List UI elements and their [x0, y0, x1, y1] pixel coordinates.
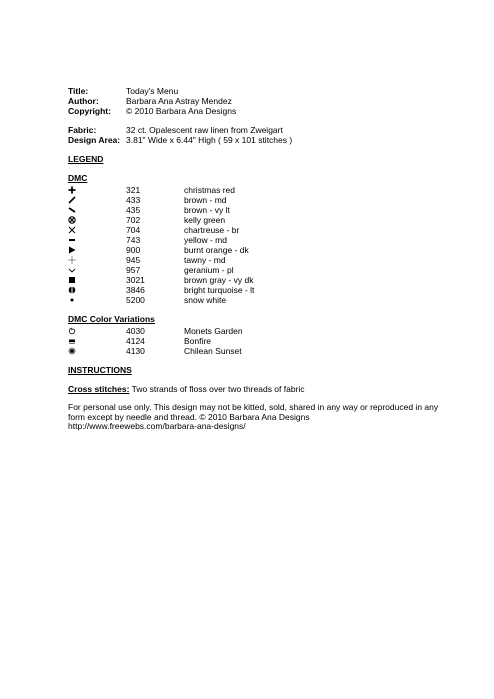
floss-code: 4130: [126, 346, 145, 356]
dot-icon: [68, 295, 126, 305]
v-icon: [68, 265, 126, 275]
legend-row: [68, 285, 448, 295]
cross-stitch-label: Cross stitches:: [68, 384, 130, 394]
legend-row: [68, 255, 448, 265]
dmc-legend-table: [68, 185, 448, 305]
floss-code: 5200: [126, 295, 145, 305]
meta-label: Author:: [68, 96, 99, 106]
meta-row: [68, 86, 448, 96]
fabric-row: [68, 135, 448, 145]
dmc-heading: DMC: [68, 173, 88, 183]
usage-notice: [68, 403, 448, 432]
floss-color-name: geranium - pl: [184, 265, 234, 275]
x-icon: [68, 225, 126, 235]
dash-icon: [68, 235, 126, 245]
circle-x-icon: [68, 215, 126, 225]
fabric-label: Design Area:: [68, 135, 121, 145]
floss-code: 3021: [126, 275, 145, 285]
floss-code: 433: [126, 195, 141, 205]
meta-row: [68, 96, 448, 106]
floss-code: 3846: [126, 285, 145, 295]
fabric-value: 32 ct. Opalescent raw linen from Zweigart: [126, 125, 283, 135]
legend-row: [68, 245, 448, 255]
split-circle-icon: [68, 285, 126, 295]
floss-code: 743: [126, 235, 141, 245]
legend-row: [68, 215, 448, 225]
meta-label: Copyright:: [68, 106, 111, 116]
spiral-icon: [68, 326, 126, 336]
floss-color-name: Bonfire: [184, 336, 211, 346]
floss-color-name: Chilean Sunset: [184, 346, 242, 356]
legend-row: [68, 336, 448, 346]
meta-label: Title:: [68, 86, 89, 96]
floss-code: 900: [126, 245, 141, 255]
square-icon: [68, 275, 126, 285]
floss-color-name: kelly green: [184, 215, 226, 225]
floss-code: 4030: [126, 326, 145, 336]
legend-row: [68, 205, 448, 215]
floss-code: 945: [126, 255, 141, 265]
meta-value: Today's Menu: [126, 86, 179, 96]
variations-heading: DMC Color Variations: [68, 314, 155, 324]
fabric-label: Fabric:: [68, 125, 97, 135]
variations-legend-table: [68, 326, 448, 356]
legend-row: [68, 185, 448, 195]
backslash-icon: [68, 205, 126, 215]
star-icon: [68, 346, 126, 356]
floss-color-name: yellow - md: [184, 235, 227, 245]
floss-color-name: chartreuse - br: [184, 225, 240, 235]
meta-block: [68, 86, 448, 116]
plus-icon: [68, 185, 126, 195]
meta-value: Barbara Ana Astray Mendez: [126, 96, 232, 106]
floss-color-name: christmas red: [184, 185, 236, 195]
legend-row: [68, 235, 448, 245]
cross-stitch-instruction: [68, 384, 448, 394]
notice-line: form except by needle and thread. © 2010 Barbara Ana Designs: [68, 411, 310, 422]
floss-color-name: tawny - md: [184, 255, 226, 265]
notice-line: http://www.freewebs.com/barbara-ana-designs/: [68, 421, 246, 431]
floss-code: 321: [126, 185, 141, 195]
dotted-plus-icon: [68, 255, 126, 265]
floss-color-name: burnt orange - dk: [184, 245, 249, 255]
notice-line: For personal use only. This design may not be kitted, sold, shared in any way or reproduced in any: [68, 402, 439, 412]
floss-code: 704: [126, 225, 141, 235]
floss-code: 435: [126, 205, 141, 215]
legend-row: [68, 275, 448, 285]
legend-row: [68, 326, 448, 336]
floss-color-name: Monets Garden: [184, 326, 243, 336]
fabric-row: [68, 125, 448, 135]
floss-color-name: brown - vy lt: [184, 205, 230, 215]
floss-color-name: snow white: [184, 295, 227, 305]
meta-value: © 2010 Barbara Ana Designs: [126, 106, 237, 116]
legend-row: [68, 225, 448, 235]
legend-row: [68, 346, 448, 356]
cross-stitch-text: Two strands of floss over two threads of fabric: [129, 384, 305, 394]
triangle-right-icon: [68, 245, 126, 255]
legend-row: [68, 295, 448, 305]
slash-icon: [68, 195, 126, 205]
meta-row: [68, 106, 448, 116]
floss-code: 702: [126, 215, 141, 225]
floss-color-name: bright turquoise - lt: [184, 285, 255, 295]
fabric-block: [68, 125, 448, 145]
floss-code: 4124: [126, 336, 145, 346]
floss-color-name: brown gray - vy dk: [184, 275, 254, 285]
legend-row: [68, 195, 448, 205]
floss-code: 957: [126, 265, 141, 275]
dash-bar-icon: [68, 336, 126, 346]
pattern-page: [68, 86, 448, 432]
legend-row: [68, 265, 448, 275]
instructions-heading: INSTRUCTIONS: [68, 365, 132, 375]
fabric-value: 3.81" Wide x 6.44" High ( 59 x 101 stitches ): [126, 135, 293, 145]
floss-color-name: brown - md: [184, 195, 227, 205]
legend-heading: LEGEND: [68, 154, 104, 164]
